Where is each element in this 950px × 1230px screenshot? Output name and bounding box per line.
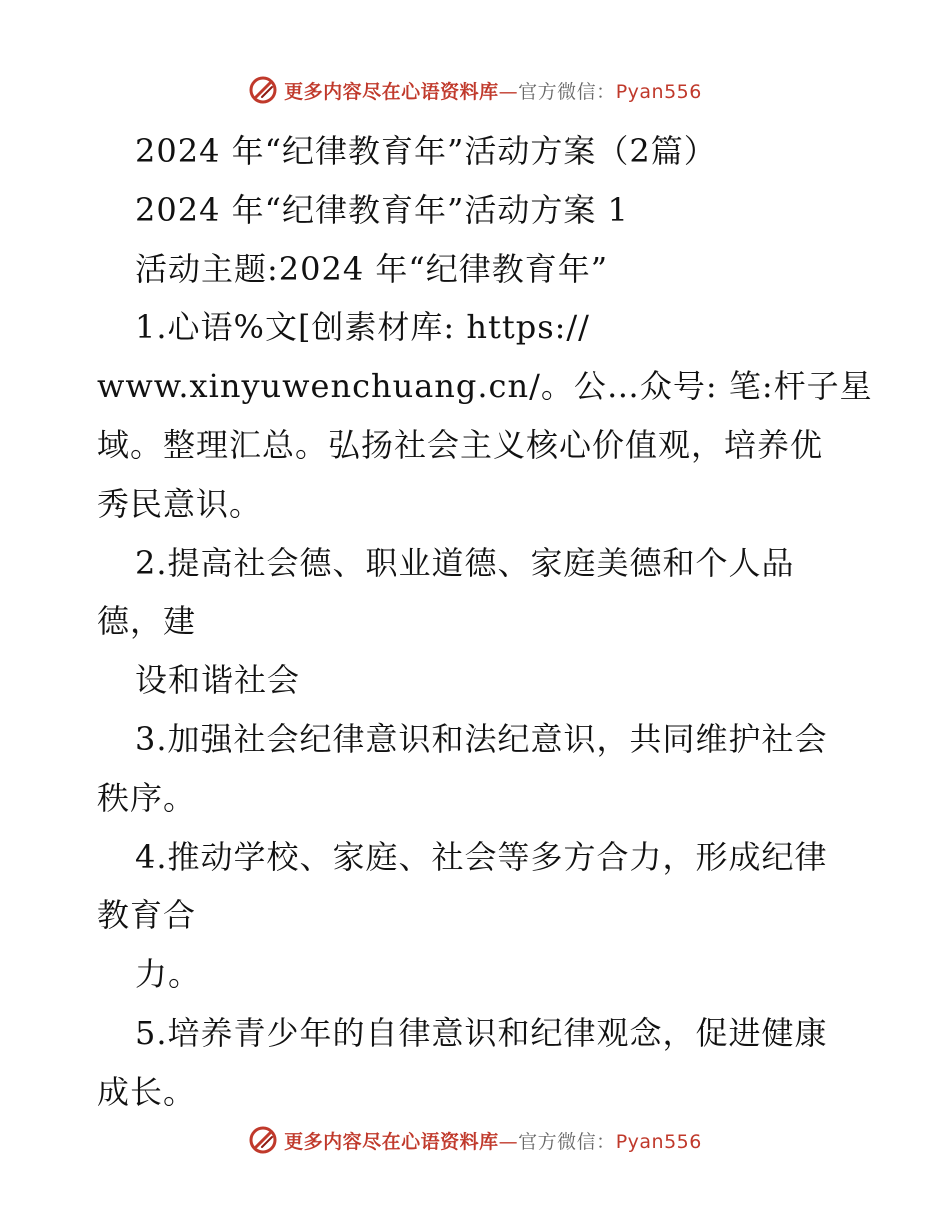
text-line: www.xinyuwenchuang.cn/。公…众号: 笔:杆子星 xyxy=(97,367,873,406)
banner-wechat-id: Pyan556 xyxy=(615,80,702,103)
banner-official-label: 官方微信： xyxy=(518,80,616,103)
text-line: 力。 xyxy=(135,955,202,994)
text-line: 教育合 xyxy=(97,896,197,935)
text-line: 秩序。 xyxy=(97,778,197,817)
text-line: 德，建 xyxy=(97,602,197,641)
text-line: 成长。 xyxy=(97,1072,197,1111)
banner-text xyxy=(284,77,702,104)
text-line: 4.推动学校、家庭、社会等多方合力，形成纪律 xyxy=(135,837,828,876)
banner-dash: — xyxy=(498,1130,519,1153)
text-line: 域。整理汇总。弘扬社会主义核心价值观，培养优 xyxy=(97,425,824,464)
banner-site: 更多内容尽在心语资料库 xyxy=(284,1130,499,1153)
header-banner xyxy=(0,70,950,110)
banner-site: 更多内容尽在心语资料库 xyxy=(284,80,499,103)
banner-dash: — xyxy=(498,80,519,103)
banner-official-label: 官方微信： xyxy=(518,1130,616,1153)
brand-logo-icon xyxy=(248,1125,278,1155)
brand-logo-icon xyxy=(248,75,278,105)
document-body xyxy=(97,122,873,1122)
footer-banner xyxy=(0,1120,950,1160)
text-line: 活动主题:2024 年“纪律教育年” xyxy=(135,249,609,288)
text-line: 2.提高社会德、职业道德、家庭美德和个人品 xyxy=(135,543,795,582)
text-line: 2024 年“纪律教育年”活动方案 1 xyxy=(135,190,629,229)
text-line: 3.加强社会纪律意识和法纪意识，共同维护社会 xyxy=(135,719,828,758)
text-line: 2024 年“纪律教育年”活动方案（2篇） xyxy=(135,132,717,170)
text-line: 秀民意识。 xyxy=(97,484,263,523)
banner-text xyxy=(284,1127,702,1154)
text-line: 设和谐社会 xyxy=(135,661,301,700)
banner-wechat-id: Pyan556 xyxy=(615,1130,702,1153)
text-line: 5.培养青少年的自律意识和纪律观念，促进健康 xyxy=(135,1013,828,1052)
text-line: 1.心语%文[创素材库: https:// xyxy=(135,308,590,347)
